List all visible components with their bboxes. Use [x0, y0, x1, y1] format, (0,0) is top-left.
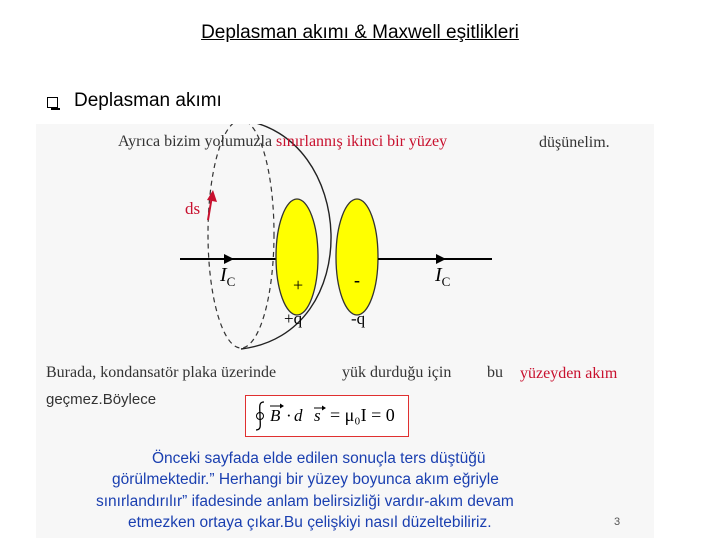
intro-line-end: düşünelim. [539, 134, 610, 151]
vector-s-icon [312, 396, 332, 436]
svg-text:d: d [294, 406, 303, 425]
page-number: 3 [614, 516, 621, 528]
plate-positive [276, 199, 318, 315]
note-line3: sınırlandırılır” ifadesinde anlam belirsizliği vardır-akım devam [96, 493, 514, 510]
plate-negative [336, 199, 378, 315]
square-bullet-icon [47, 97, 58, 108]
plus-sign: + [293, 275, 304, 295]
formula-box [245, 395, 409, 437]
svg-text:B: B [270, 406, 281, 425]
note-line4: etmezken ortaya çıkar.Bu çelişkiyi nasıl düzeltebiliriz. [128, 514, 492, 531]
ic-left-label: $I_C$ [220, 264, 236, 289]
ds-arrow-head [207, 190, 217, 202]
formula-equation: = μ₀I = 0 [330, 405, 395, 425]
para-line1: Burada, kondansatör plaka üzerinde [46, 364, 277, 381]
ic-right-label: $I_C$ [435, 264, 451, 289]
para-line1c: bu [487, 364, 503, 381]
slide-image [36, 124, 654, 538]
svg-text:·: · [286, 406, 292, 425]
minus-q-label: -q [351, 309, 366, 328]
intro-line: Ayrıca bizim yolumuzla sınırlannış ikinci bir yüzey [118, 133, 448, 150]
ds-label: ds [185, 199, 201, 218]
para-line2: geçmez.Böylece [46, 391, 157, 408]
wire-left-arrow [224, 254, 234, 264]
svg-text:s: s [314, 406, 321, 425]
page-title: Deplasman akımı & Maxwell eşitlikleri [201, 22, 519, 43]
integral-icon [250, 396, 310, 436]
para-line1-red: yüzeyden akım [520, 365, 618, 382]
bullet-label: Deplasman akımı [74, 90, 222, 111]
wire-right-arrow [436, 254, 446, 264]
para-line1b: yük durduğu için [342, 364, 452, 381]
minus-sign: - [354, 270, 360, 290]
plus-q-label: +q [284, 309, 303, 328]
dashed-surface-ellipse [208, 124, 274, 348]
note-line1: Önceki sayfada elde edilen sonuçla ters düştüğü [152, 450, 486, 467]
note-line2: görülmektedir.” Herhangi bir yüzey boyunca akım eğriyle [112, 471, 499, 488]
bullet-item [47, 90, 222, 112]
